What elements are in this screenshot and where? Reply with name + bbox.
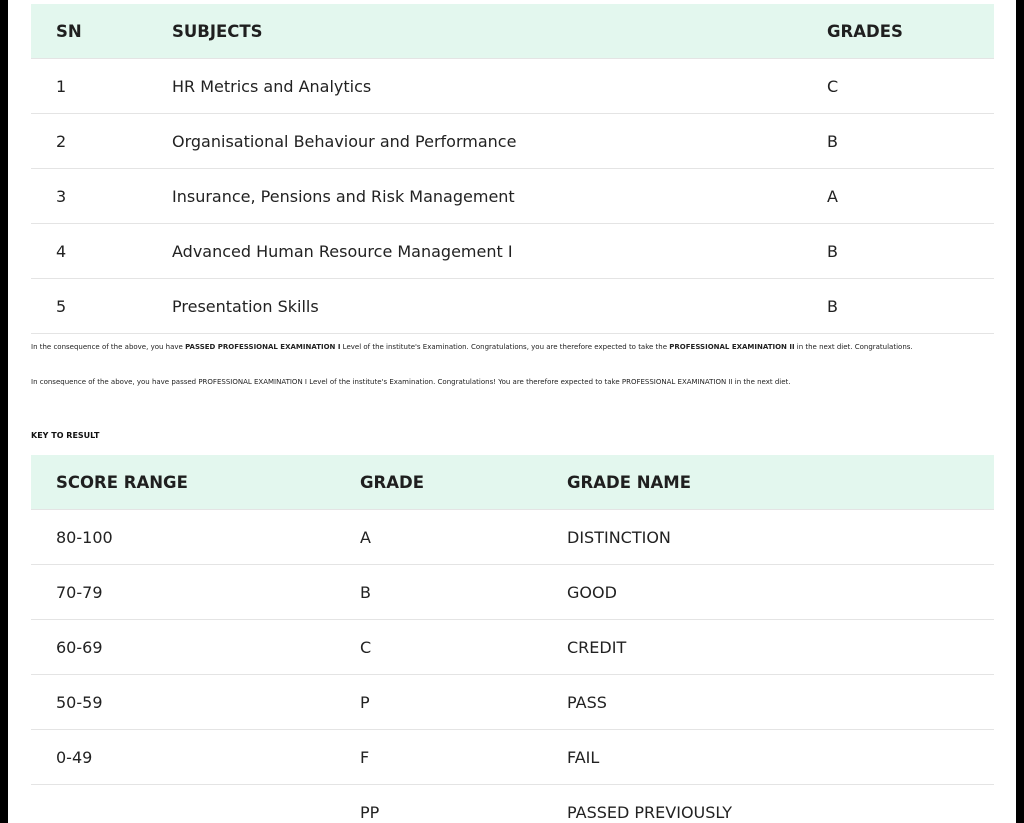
statement-text: in the next diet. Congratulations. — [794, 343, 913, 351]
header-grade-name: GRADE NAME — [567, 472, 691, 492]
header-subjects: SUBJECTS — [172, 21, 263, 41]
cell-grade-name: CREDIT — [566, 620, 994, 675]
header-grade: GRADE — [360, 472, 424, 492]
result-statement-plain: In consequence of the above, you have passed PROFESSIONAL EXAMINATION I Level of the institute's Examination. Congratulations! You are therefore expected to take PROFESSIONAL EXAMINATION II in the next diet. — [31, 378, 791, 386]
cell-score-range: 80-100 — [31, 510, 359, 565]
cell-grade: PP — [359, 785, 566, 823]
cell-subject: HR Metrics and Analytics — [171, 59, 826, 114]
result-page — [8, 0, 1016, 823]
table-row — [31, 169, 994, 224]
key-to-result-title: KEY TO RESULT — [31, 431, 100, 440]
table-row — [31, 620, 994, 675]
cell-sn: 4 — [31, 224, 171, 279]
statement-text: Level of the institute's Examination. Congratulations, you are therefore expected to take the — [340, 343, 670, 351]
table-row — [31, 59, 994, 114]
cell-sn: 1 — [31, 59, 171, 114]
cell-grade: A — [826, 169, 994, 224]
grade-key-table — [31, 455, 994, 823]
cell-sn: 3 — [31, 169, 171, 224]
statement-emphasis: PASSED PROFESSIONAL EXAMINATION I — [185, 343, 341, 351]
table-row — [31, 565, 994, 620]
cell-subject: Insurance, Pensions and Risk Management — [171, 169, 826, 224]
table-row — [31, 279, 994, 334]
key-table-header-row — [31, 455, 994, 510]
cell-grade: C — [826, 59, 994, 114]
table-row — [31, 730, 994, 785]
cell-grade: B — [826, 279, 994, 334]
cell-grade: C — [359, 620, 566, 675]
cell-grade-name: FAIL — [566, 730, 994, 785]
statement-text: In the consequence of the above, you have — [31, 343, 186, 351]
header-sn: SN — [56, 21, 82, 41]
table-row — [31, 785, 994, 823]
cell-subject: Presentation Skills — [171, 279, 826, 334]
cell-grade: A — [359, 510, 566, 565]
cell-sn: 2 — [31, 114, 171, 169]
table-row — [31, 675, 994, 730]
table-row — [31, 224, 994, 279]
cell-grade-name: GOOD — [566, 565, 994, 620]
cell-score-range: 60-69 — [31, 620, 359, 675]
cell-score-range — [31, 785, 359, 823]
header-score-range: SCORE RANGE — [56, 472, 188, 492]
cell-grade: B — [826, 224, 994, 279]
cell-grade-name: PASSED PREVIOUSLY — [566, 785, 994, 823]
subjects-table-header-row — [31, 4, 994, 59]
cell-grade: F — [359, 730, 566, 785]
cell-subject: Organisational Behaviour and Performance — [171, 114, 826, 169]
statement-emphasis: PROFESSIONAL EXAMINATION II — [669, 343, 795, 351]
table-row — [31, 114, 994, 169]
cell-score-range: 0-49 — [31, 730, 359, 785]
cell-grade: B — [826, 114, 994, 169]
header-grades: GRADES — [827, 21, 903, 41]
cell-grade: B — [359, 565, 566, 620]
cell-subject: Advanced Human Resource Management I — [171, 224, 826, 279]
cell-sn: 5 — [31, 279, 171, 334]
cell-score-range: 70-79 — [31, 565, 359, 620]
cell-grade-name: PASS — [566, 675, 994, 730]
cell-score-range: 50-59 — [31, 675, 359, 730]
subjects-grades-table — [31, 4, 994, 334]
cell-grade-name: DISTINCTION — [566, 510, 994, 565]
result-statement-bold — [31, 343, 1001, 351]
cell-grade: P — [359, 675, 566, 730]
table-row — [31, 510, 994, 565]
